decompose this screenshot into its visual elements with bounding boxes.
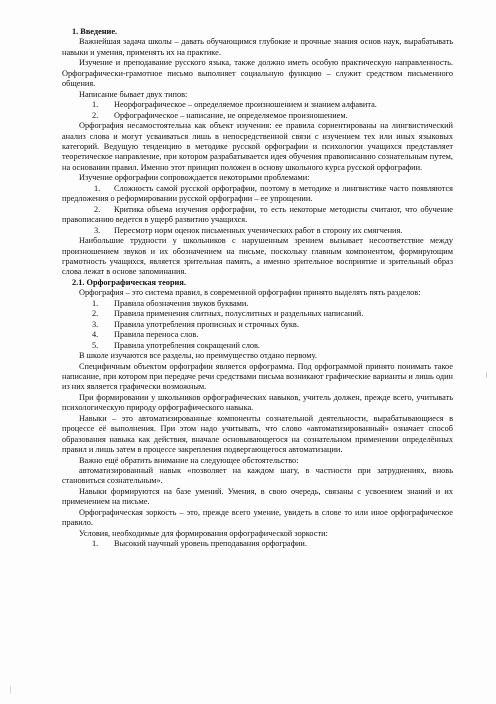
list-text: Правила переноса слов.	[114, 330, 199, 340]
list-number: 1.	[92, 298, 99, 308]
paragraph-school-sections: В школе изучаются все разделы, но преимущество отдано первому.	[79, 351, 317, 361]
paragraph-visual-impairment: Наибольшие трудности у школьников с нарушенным зрением вызывает несоответствие между произношением звуков и их обозначением на письме, поскольку главным компонентом, формирующим грамотность учащихся, является зрительная память, а именно зрительное восприятие и зрительный образ слова лежат в основе запоминания.	[62, 236, 453, 277]
paragraph-skills-base: Навыки формируются на базе умений. Умения, в свою очередь, связаны с усвоением знаний и их применением на письме.	[62, 486, 453, 507]
list-number: 1.	[94, 183, 101, 193]
list-text: Орфографическое – написание, не определяемое произношением.	[114, 110, 348, 120]
paragraph-school-goal: Важнейшая задача школы – давать обучающимся глубокие и прочные знания основ наук, вырабатывать навыки и умения, применять их на практике.	[62, 37, 453, 57]
list-item-problem-3	[62, 226, 453, 236]
list-item-section-4	[62, 330, 453, 340]
paragraph-orthogram: Специфичным объектом орфографии является орфограмма. Под орфограммой принято понимать такое написание, при котором при передаче речи средствами письма возникают графические варианты и лишь один из них является графически возможным.	[62, 361, 453, 392]
list-item-section-1	[62, 299, 453, 309]
list-text: Пересмотр норм оценок письменных ученических работ в сторону их смягчения.	[114, 225, 403, 235]
list-item-problem-1	[62, 184, 453, 205]
paragraph-writing-types: Написание бывает двух типов:	[79, 89, 188, 99]
list-number: 2.	[92, 309, 99, 319]
list-item-section-5	[62, 341, 453, 351]
list-text: Неорфографическое – определяемое произношением и знанием алфавита.	[114, 100, 377, 110]
heading-orthographic-theory: 2.1. Орфографическая теория.	[72, 277, 186, 287]
document-body	[62, 27, 453, 550]
paragraph-orthography-object: Орфография несамостоятельна как объект изучения: ее правила сориентированы на лингвистический анализ слова и могут усваиваться лишь в непосредственной связи с изучением тех или иных языковых категорий. Ведущую тенденцию в методике русской орфографии и психологии учащихся представляет теоретическое направление, при котором разрабатывается идея обучения правописанию сознательным путем, на основании правил. Именно этот принцип положен в основу школьного курса русской орфографии.	[62, 121, 453, 172]
paragraph-conditions: Условия, необходимые для формирования орфографической зоркости:	[79, 528, 328, 538]
list-number: 5.	[92, 340, 99, 350]
paragraph-language-study: Изучение и преподавание русского языка, также должно иметь особую практическую направленность. Орфографически-грамотное письмо выполняет социальную функцию – служит средством письменного общения.	[62, 58, 453, 89]
list-item-writing-type-2	[62, 111, 453, 121]
list-text: Правила употребления прописных и строчных букв.	[114, 319, 299, 329]
list-text: Критика объема изучения орфографии, то есть некоторые методисты считают, что обучение правописанию ведется в ущерб развитию учащихся.	[62, 204, 453, 225]
list-text: Высокий научный уровень преподавания орфографии.	[114, 539, 307, 549]
list-item-condition-1	[62, 539, 453, 549]
list-text: Правила употребления сокращений слов.	[114, 340, 260, 350]
heading-introduction: 1. Введение.	[72, 27, 118, 36]
list-item-section-3	[62, 320, 453, 330]
list-number: 3.	[92, 319, 99, 329]
list-item-problem-2	[62, 205, 453, 226]
list-item-section-2	[62, 309, 453, 319]
list-number: 2.	[94, 204, 101, 214]
list-number: 2.	[92, 110, 99, 120]
list-item-writing-type-1	[62, 100, 453, 110]
scan-edge-mark	[486, 372, 487, 378]
paragraph-skill-forming: При формировании у школьников орфографических навыков, учитель должен, прежде всего, учитывать психологическую природу орфографического навыка.	[62, 392, 453, 413]
list-number: 4.	[92, 330, 99, 340]
list-number: 1.	[92, 539, 99, 549]
paragraph-skills-definition: Навыки – это автоматизированные компоненты сознательной деятельности, вырабатывающиеся в процессе её выполнения. При этом надо учитывать, что слово «автоматизированный» означает способ образования навыка как действия, вначале основывающегося на сознательном применении определённых правил и лишь затем в процессе закрепления подвергающегося автоматизации.	[62, 413, 453, 455]
list-text: Сложность самой русской орфографии, поэтому в методике и лингвистике часто появляются предложения о реформировании русской орфографии – ее упрощении.	[62, 183, 453, 204]
paragraph-orthographic-vigilance: Орфографическая зоркость – это, прежде всего умение, увидеть в слове то или иное орфографическое правило.	[62, 507, 453, 528]
list-number: 3.	[94, 225, 101, 235]
list-text: Правила обозначения звуков буквами.	[114, 298, 249, 308]
paragraph-important-note: Важно ещё обратить внимание на следующее обстоятельство:	[79, 455, 299, 465]
paragraph-automated-skill: автоматизированный навык «позволяет на каждом шагу, в частности при затруднениях, вновь становиться сознательным».	[62, 466, 453, 486]
list-number: 1.	[92, 100, 99, 110]
paragraph-problems-intro: Изучение орфографии сопровождается некоторыми проблемами:	[79, 173, 310, 183]
list-text: Правила применения слитных, полуслитных и раздельных написаний.	[114, 309, 364, 319]
scan-edge-mark	[10, 686, 11, 694]
paragraph-rule-system: Орфография – это система правил, в современной орфографии принято выделять пять разделов:	[79, 288, 421, 298]
